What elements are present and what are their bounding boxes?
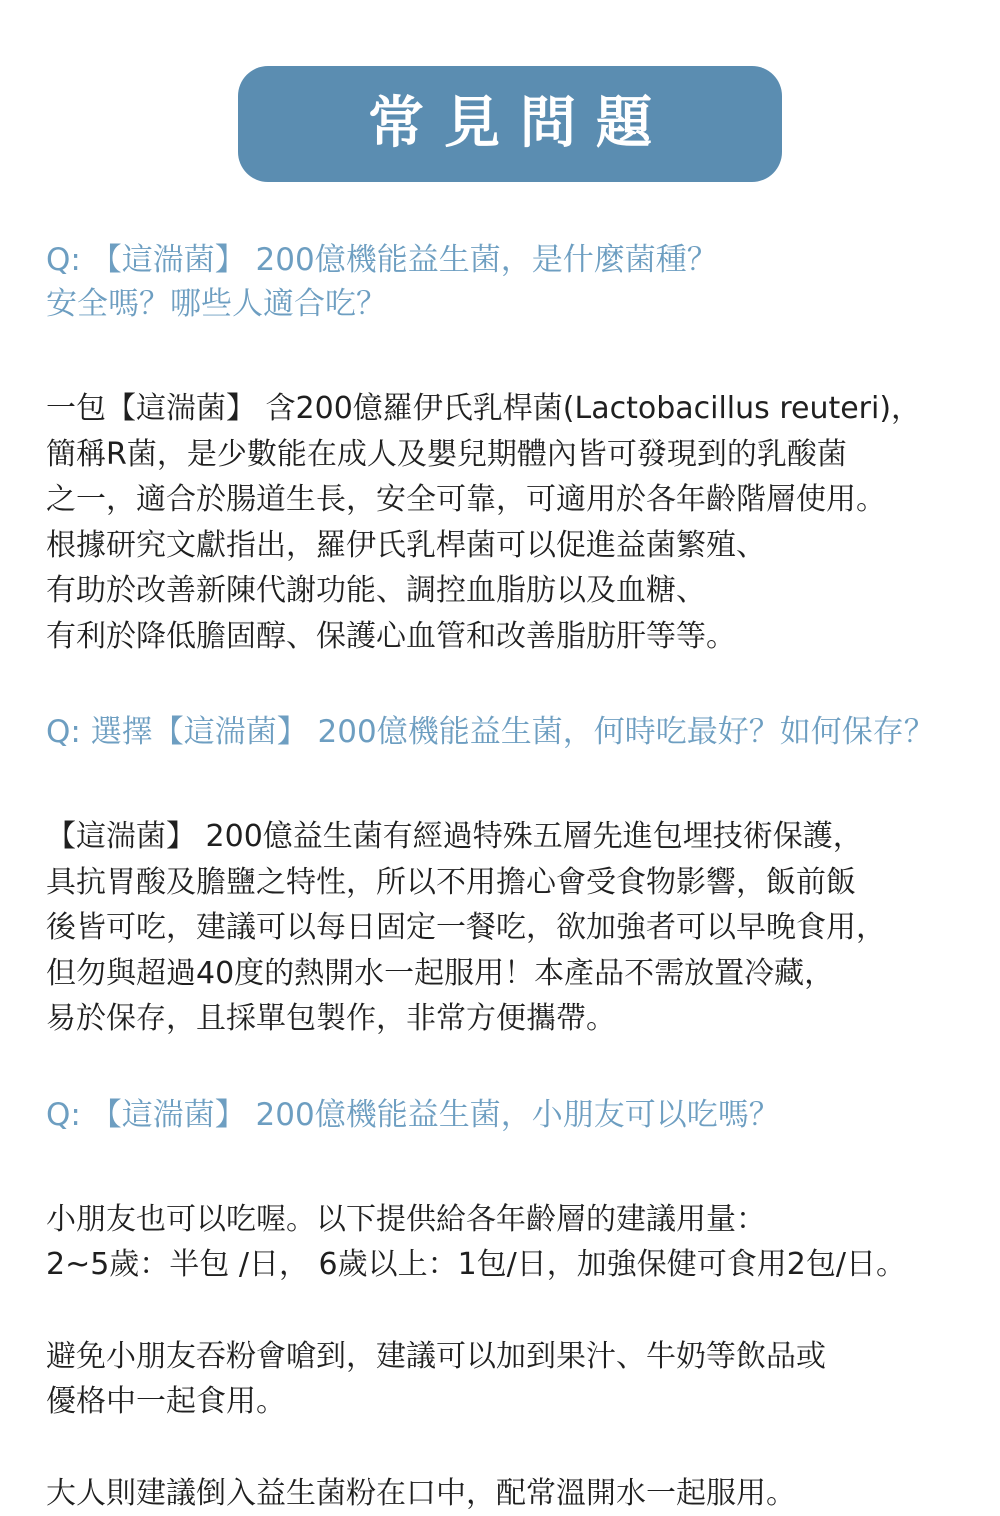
faq-answer-1 bbox=[46, 386, 966, 659]
answer-line: 有利於降低膽固醇、保護心血管和改善脂肪肝等等。 bbox=[46, 614, 966, 660]
question-line: 安全嗎？哪些人適合吃？ bbox=[46, 282, 966, 326]
answer-line: 後皆可吃，建議可以每日固定一餐吃，欲加強者可以早晚食用， bbox=[46, 905, 966, 951]
answer-line: 簡稱R菌，是少數能在成人及嬰兒期體內皆可發現到的乳酸菌 bbox=[46, 432, 966, 478]
answer-line: 避免小朋友吞粉會嗆到，建議可以加到果汁、牛奶等飲品或 bbox=[46, 1334, 966, 1380]
page-title: 常見問題 bbox=[348, 96, 672, 152]
faq-question-1 bbox=[46, 238, 966, 326]
faq-question-2 bbox=[46, 710, 966, 754]
question-line: Q: 【這湍菌】 200億機能益生菌，是什麼菌種？ bbox=[46, 238, 966, 282]
answer-line: 之一，適合於腸道生長，安全可靠，可適用於各年齡階層使用。 bbox=[46, 477, 966, 523]
answer-line: 有助於改善新陳代謝功能、調控血脂肪以及血糖、 bbox=[46, 568, 966, 614]
answer-line: 具抗胃酸及膽鹽之特性，所以不用擔心會受食物影響，飯前飯 bbox=[46, 860, 966, 906]
answer-line: 小朋友也可以吃喔。以下提供給各年齡層的建議用量： bbox=[46, 1197, 966, 1243]
answer-line: 【這湍菌】 200億益生菌有經過特殊五層先進包埋技術保護， bbox=[46, 814, 966, 860]
answer-line: 易於保存，且採單包製作，非常方便攜帶。 bbox=[46, 996, 966, 1042]
question-line: Q: 【這湍菌】 200億機能益生菌，小朋友可以吃嗎？ bbox=[46, 1093, 966, 1137]
faq-question-3 bbox=[46, 1093, 966, 1137]
faq-answer-2 bbox=[46, 814, 966, 1042]
question-line: Q: 選擇【這湍菌】 200億機能益生菌，何時吃最好？如何保存？ bbox=[46, 710, 966, 754]
answer-line: 優格中一起食用。 bbox=[46, 1379, 966, 1425]
faq-title-banner bbox=[238, 66, 782, 182]
faq-list bbox=[46, 238, 966, 1516]
answer-line: 大人則建議倒入益生菌粉在口中，配常溫開水一起服用。 bbox=[46, 1471, 966, 1516]
answer-line: 一包【這湍菌】 含200億羅伊氏乳桿菌(Lactobacillus reuteri)， bbox=[46, 386, 966, 432]
answer-line: 根據研究文獻指出，羅伊氏乳桿菌可以促進益菌繁殖、 bbox=[46, 523, 966, 569]
faq-answer-3 bbox=[46, 1197, 966, 1516]
answer-line: 但勿與超過40度的熱開水一起服用！本產品不需放置冷藏， bbox=[46, 951, 966, 997]
answer-line: 2~5歲：半包 /日， 6歲以上：1包/日，加強保健可食用2包/日。 bbox=[46, 1242, 966, 1288]
